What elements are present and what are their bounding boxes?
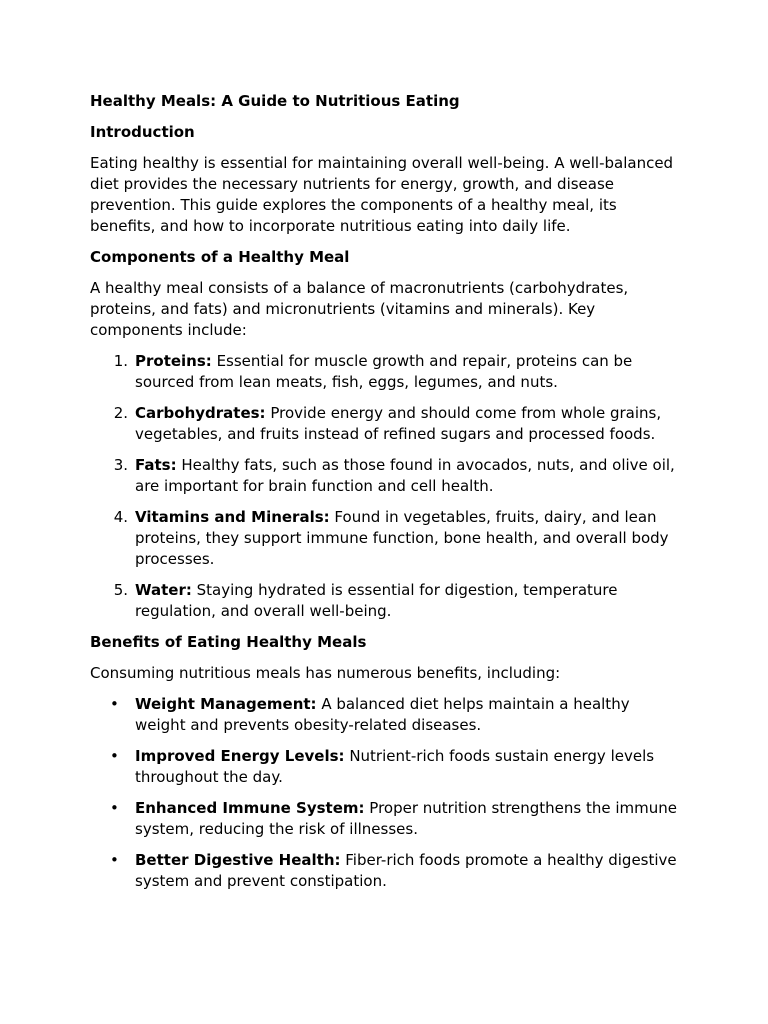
introduction-paragraph: Eating healthy is essential for maintaining overall well-being. A well-balanced diet provides the necessary nutrients for energy, growth, and disease prevention. This guide explores the components of a healthy meal, its benefits, and how to incorporate nutritious eating into daily life. (90, 154, 674, 235)
components-list (90, 351, 680, 622)
list-item (90, 507, 680, 570)
list-item (90, 351, 680, 393)
list-item-description: Healthy fats, such as those found in avocados, nuts, and olive oil, are important for brain function and cell health. (135, 456, 675, 495)
components-paragraph: A healthy meal consists of a balance of macronutrients (carbohydrates, proteins, and fats) and micronutrients (vitamins and minerals). Key components include: (90, 279, 629, 339)
list-number: 3. (113, 456, 128, 474)
list-item (90, 850, 680, 892)
list-item-description: Fiber-rich foods promote a healthy digestive system and prevent constipation. (135, 851, 677, 890)
list-item-description: Provide energy and should come from whole grains, vegetables, and fruits instead of refined sugars and processed foods. (135, 404, 662, 443)
introduction-heading: Introduction (90, 123, 195, 141)
list-item-term: Proteins: (135, 352, 212, 370)
list-item-description: Proper nutrition strengthens the immune system, reducing the risk of illnesses. (135, 799, 678, 838)
list-item (90, 694, 680, 736)
list-item (90, 403, 680, 445)
list-item-term: Water: (135, 581, 192, 599)
list-item-description: A balanced diet helps maintain a healthy weight and prevents obesity-related diseases. (135, 695, 630, 734)
list-item-term: Weight Management: (135, 695, 317, 713)
bullet-icon: • (110, 851, 119, 869)
list-item-term: Improved Energy Levels: (135, 747, 345, 765)
components-heading: Components of a Healthy Meal (90, 248, 350, 266)
list-item-term: Enhanced Immune System: (135, 799, 365, 817)
list-item (90, 580, 680, 622)
benefits-paragraph: Consuming nutritious meals has numerous benefits, including: (90, 664, 561, 682)
list-item-term: Carbohydrates: (135, 404, 266, 422)
list-number: 4. (113, 508, 128, 526)
document-title: Healthy Meals: A Guide to Nutritious Eating (90, 92, 460, 110)
list-item (90, 798, 680, 840)
list-item-term: Better Digestive Health: (135, 851, 341, 869)
list-item (90, 746, 680, 788)
list-item-term: Vitamins and Minerals: (135, 508, 330, 526)
list-item (90, 455, 680, 497)
list-number: 1. (113, 352, 128, 370)
bullet-icon: • (110, 695, 119, 713)
list-item-description: Staying hydrated is essential for digestion, temperature regulation, and overall well-being. (135, 581, 618, 620)
benefits-list (90, 694, 680, 892)
list-item-description: Found in vegetables, fruits, dairy, and lean proteins, they support immune function, bone health, and overall body processes. (135, 508, 669, 568)
list-item-term: Fats: (135, 456, 177, 474)
list-number: 2. (113, 404, 128, 422)
bullet-icon: • (110, 747, 119, 765)
benefits-heading: Benefits of Eating Healthy Meals (90, 633, 367, 651)
list-item-description: Essential for muscle growth and repair, proteins can be sourced from lean meats, fish, eggs, legumes, and nuts. (135, 352, 633, 391)
list-item-description: Nutrient-rich foods sustain energy levels throughout the day. (135, 747, 655, 786)
bullet-icon: • (110, 799, 119, 817)
list-number: 5. (113, 581, 128, 599)
